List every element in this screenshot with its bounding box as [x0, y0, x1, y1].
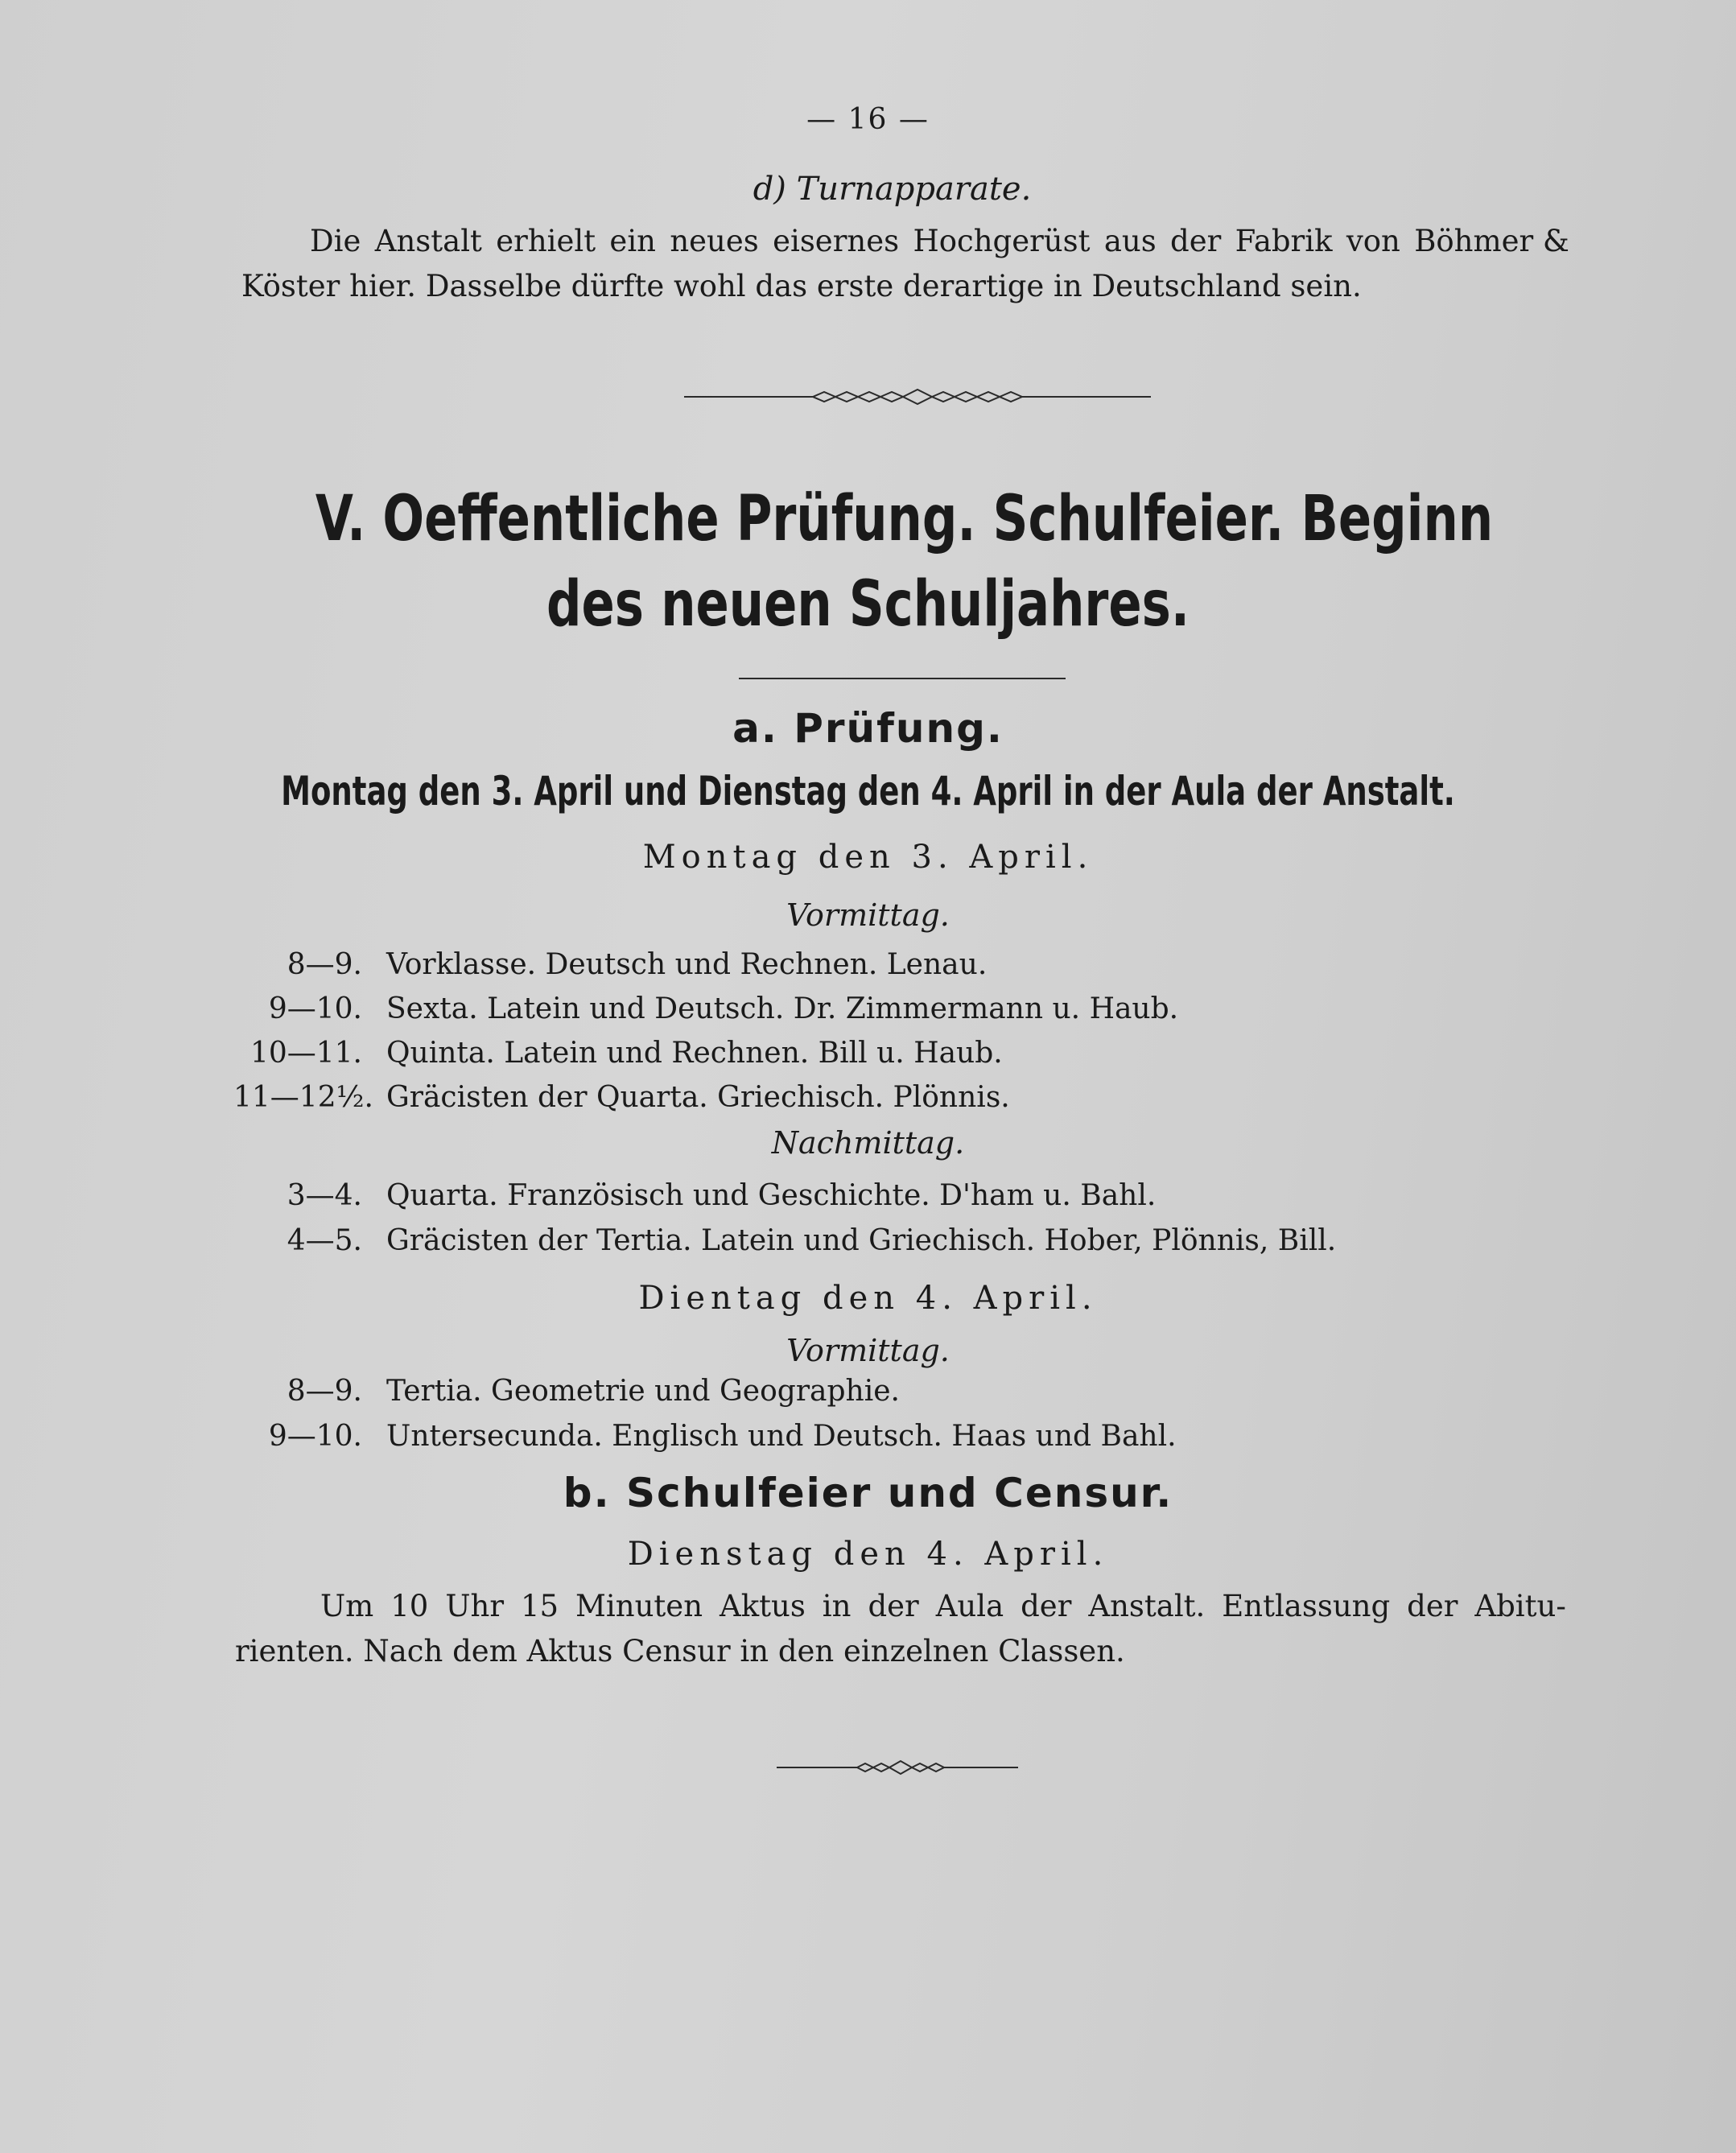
schedule-text: Quinta. Latein und Rechnen. Bill u. Haub.	[386, 1037, 1003, 1070]
schedule-row	[233, 1375, 900, 1408]
nachmittag-label: Nachmittag.	[771, 1125, 965, 1161]
word: Anstalt.	[1088, 1589, 1206, 1623]
word: Entlassung	[1222, 1589, 1391, 1623]
word: der	[1170, 224, 1222, 258]
schedule-time: 10—11.	[249, 1037, 362, 1070]
schedule-row	[233, 1037, 1003, 1070]
word: 10	[390, 1589, 429, 1623]
word: erhielt	[496, 224, 596, 258]
vormittag-label-1: Vormittag.	[786, 897, 950, 933]
word: der	[1407, 1589, 1458, 1623]
word: der	[868, 1589, 919, 1623]
page-number: — 16 —	[806, 103, 930, 136]
day-heading-montag: Montag den 3. April.	[642, 839, 1094, 876]
schedule-time: 9—10.	[268, 992, 362, 1025]
schedule-time: 8—9.	[287, 1375, 362, 1408]
word: Hochgerüst	[913, 224, 1091, 258]
word: Aula	[935, 1589, 1004, 1623]
word: Abitu-	[1474, 1589, 1566, 1623]
word: Fabrik	[1235, 224, 1333, 258]
schedule-time: 3—4.	[287, 1179, 362, 1212]
word: neues	[670, 224, 759, 258]
schedule-row	[233, 948, 987, 981]
day-heading-dienstag: Dienstag den 4. April.	[627, 1536, 1109, 1573]
word: aus	[1103, 224, 1157, 258]
schedule-text: Untersecunda. Englisch und Deutsch. Haas und Bahl.	[386, 1420, 1177, 1453]
word: Aktus	[720, 1589, 806, 1623]
schedule-time: 8—9.	[287, 948, 362, 981]
schedule-time: 11—12½.	[233, 1081, 373, 1114]
word: Minuten	[575, 1589, 703, 1623]
schedule-row	[233, 1224, 1336, 1257]
word: eisernes	[773, 224, 900, 258]
word: der	[1021, 1589, 1072, 1623]
word: Uhr	[445, 1589, 505, 1623]
schedule-text: Gräcisten der Quarta. Griechisch. Plönnis.	[386, 1081, 1010, 1114]
turn-paragraph-line-1	[310, 219, 1569, 264]
schedule-row	[233, 1179, 1156, 1212]
schedule-time: 4—5.	[287, 1224, 362, 1257]
heading-pruefung: a. Prüfung.	[732, 705, 1004, 752]
word: Um	[320, 1589, 374, 1623]
word: Anstalt	[374, 224, 482, 258]
schedule-text: Quarta. Französisch und Geschichte. D'ham u. Bahl.	[386, 1179, 1157, 1212]
schulfeier-paragraph-line-2: rienten. Nach dem Aktus Censur in den einzelnen Classen.	[235, 1634, 1125, 1668]
schulfeier-paragraph-line-1	[320, 1584, 1566, 1629]
schedule-text: Gräcisten der Tertia. Latein und Griechisch. Hober, Plönnis, Bill.	[386, 1224, 1337, 1257]
schedule-text: Sexta. Latein und Deutsch. Dr. Zimmermann u. Haub.	[386, 992, 1179, 1025]
turn-paragraph-line-2: Köster hier. Dasselbe dürfte wohl das erste derartige in Deutschland sein.	[241, 269, 1362, 303]
word: von	[1346, 224, 1400, 258]
section-title-line-2: des neuen Schuljahres.	[546, 568, 1190, 641]
section-title-line-1: V. Oeffentliche Prüfung. Schulfeier. Beginn	[315, 483, 1494, 555]
ornament-divider-top	[684, 385, 1151, 409]
subsection-heading-turnapparate: d) Turnapparate.	[753, 171, 1032, 208]
pruefung-subtitle: Montag den 3. April und Dienstag den 4. April in der Aula der Anstalt.	[281, 768, 1455, 815]
word: Die	[310, 224, 361, 258]
heading-schulfeier: b. Schulfeier und Censur.	[563, 1470, 1173, 1516]
ornament-divider-bottom	[777, 1757, 1050, 1778]
vormittag-label-2: Vormittag.	[786, 1333, 950, 1368]
word: ein	[609, 224, 656, 258]
word: Böhmer &	[1414, 224, 1569, 258]
schedule-text: Tertia. Geometrie und Geographie.	[386, 1375, 900, 1408]
schedule-row	[233, 1081, 1010, 1114]
word: 15	[520, 1589, 559, 1623]
schedule-text: Vorklasse. Deutsch und Rechnen. Lenau.	[386, 948, 988, 981]
title-underline-rule	[739, 678, 1066, 679]
schedule-row	[233, 1420, 1177, 1453]
schedule-time: 9—10.	[268, 1420, 362, 1453]
schedule-row	[233, 992, 1178, 1025]
word: in	[822, 1589, 852, 1623]
day-heading-dientag: Dientag den 4. April.	[638, 1280, 1098, 1317]
